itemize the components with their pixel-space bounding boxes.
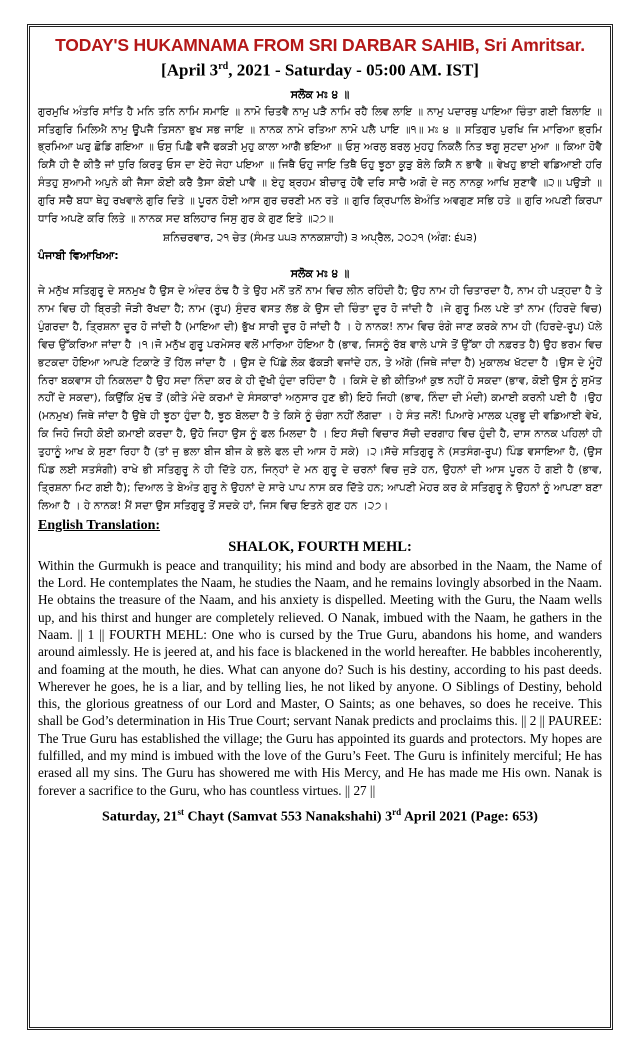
- footer-dateline: [38, 802, 602, 828]
- date-prefix: [April 3: [161, 60, 219, 80]
- footer-sup-2: rd: [392, 806, 402, 817]
- punjabi-dateline: ਸ਼ਨਿਚਰਵਾਰ, ੨੧ ਚੇਤ (ਸੰਮਤ ੫੫੩ ਨਾਨਕਸ਼ਾਹੀ) ੩ ਅਪ੍ਰੈਲ, ੨੦੨੧ (ਅੰਗ: ੬੫੩): [163, 232, 477, 244]
- page-title: TODAY'S HUKAMNAMA FROM SRI DARBAR SAHIB, Sri Amritsar.: [55, 35, 585, 55]
- footer-sup-1: st: [177, 806, 184, 817]
- footer-middle: Chayt (Samvat 553 Nanakshahi) 3: [184, 809, 393, 825]
- english-label: English Translation:: [38, 517, 161, 533]
- punjabi-label: ਪੰਜਾਬੀ ਵਿਆਖਿਆ:: [38, 249, 119, 262]
- date-suffix: , 2021 - Saturday - 05:00 AM. IST]: [228, 60, 479, 80]
- date-subtitle: [38, 56, 602, 82]
- footer-prefix: Saturday, 21: [102, 809, 178, 825]
- punjabi-explanation: ਜੇ ਮਨੁੱਖ ਸਤਿਗੁਰੂ ਦੇ ਸਨਮੁਖ ਹੈ ਉਸ ਦੇ ਅੰਦਰ ਠੰਢ ਹੈ ਤੇ ਉਹ ਮਨੋਂ ਤਨੋਂ ਨਾਮ ਵਿਚ ਲੀਨ ਰਹਿੰਦੀ ਹੈ; ਉਹ ਨਾਮ ਹੀ ਚਿਤਾਰਦਾ ਹੈ, ਨਾਮ ਹੀ ਪੜ੍ਹਦਾ ਹੈ ਤੇ ਨਾਮ ਵਿਚ ਹੀ ਬ੍ਰਿਤੀ ਜੋੜੀ ਰੱਖਦਾ ਹੈ; ਨਾਮ (ਰੂਪ) ਸੁੰਦਰ ਵਸਤ ਲੱਭ ਕੇ ਉਸ ਦੀ ਚਿੰਤਾ ਦੂਰ ਹੋ ਜਾਂਦੀ ਹੈ ।ਜੇ ਗੁਰੂ ਮਿਲ ਪਏ ਤਾਂ ਨਾਮ (ਹਿਰਦੇ ਵਿਚ) ਪੁੰਗਰਦਾ ਹੈ, ਤ੍ਰਿਸ਼ਨਾ ਦੂਰ ਹੋ ਜਾਂਦੀ ਹੈ (ਮਾਇਆ ਦੀ) ਭੁੱਖ ਸਾਰੀ ਦੂਰ ਹੋ ਜਾਂਦੀ ਹੈ । ਹੇ ਨਾਨਕ! ਨਾਮ ਵਿਚ ਰੰਗੇ ਜਾਣ ਕਰਕੇ ਨਾਮ ਹੀ (ਹਿਰਦੇ-ਰੂਪ) ਪੱਲੇ ਵਿਚ ਉੱਕਰਿਆ ਜਾਂਦਾ ਹੈ ।੧।ਜੋ ਮਨੁੱਖ ਗੁਰੂ ਪਰਮੇਸਰ ਵਲੋਂ ਮਾਰਿਆ ਹੋਇਆ ਹੈ (ਭਾਵ, ਜਿਸਨੂੰ ਰੱਬ ਵਾਲੇ ਪਾਸੇ ਤੋਂ ਉੱਕਾ ਹੀ ਨਫ਼ਰਤ ਹੈ) ਉਹ ਭਰਮ ਵਿਚ ਭਟਕਦਾ ਹੋਇਆ ਆਪਣੇ ਟਿਕਾਣੇ ਤੋਂ ਹਿੱਲ ਜਾਂਦਾ ਹੈ । ਉਸ ਦੇ ਪਿੱਛੇ ਲੋਕ ਫੱਕੜੀ ਵਜਾਂਦੇ ਹਨ, ਤੇ ਅੱਗੇ (ਜਿਥੇ ਜਾਂਦਾ ਹੈ) ਮੁਕਾਲਖ ਖੱਟਦਾ ਹੈ ।ਉਸ ਦੇ ਮੂੰਹੋਂ ਨਿਰਾ ਬਕਵਾਸ ਹੀ ਨਿਕਲਦਾ ਹੈ ਉਹ ਸਦਾ ਨਿੰਦਾ ਕਰ ਕੇ ਹੀ ਦੁੱਖੀ ਹੁੰਦਾ ਰਹਿੰਦਾ ਹੈ । ਕਿਸੇ ਦੇ ਭੀ ਕੀਤਿਆਂ ਕੁਝ ਨਹੀਂ ਹੋ ਸਕਦਾ (ਭਾਵ, ਕੋਈ ਉਸ ਨੂੰ ਸੁਮੱਤ ਨਹੀਂ ਦੇ ਸਕਦਾ), ਕਿਉਂਕਿ ਮੁੱਢ ਤੋਂ (ਕੀਤੇ ਮੰਦੇ ਕਰਮਾਂ ਦੇ ਸੰਸਕਾਰਾਂ ਅਨੁਸਾਰ ਹੁਣ ਭੀ) ਇਹੋ ਜਿਹੀ (ਭਾਵ, ਨਿੰਦਾ ਦੀ ਮੰਦੀ) ਕਮਾਈ ਕਰਨੀ ਪਈ ਹੈ ।ਉਹ (ਮਨਮੁਖ) ਜਿਥੇ ਜਾਂਦਾ ਹੈ ਉਥੇ ਹੀ ਝੂਠਾ ਹੁੰਦਾ ਹੈ, ਝੂਠ ਬੋਲਦਾ ਹੈ ਤੇ ਕਿਸੇ ਨੂੰ ਚੰਗਾ ਨਹੀਂ ਲੱਗਦਾ । ਹੇ ਸੰਤ ਜਨੋਂ! ਪਿਆਰੇ ਮਾਲਕ ਪ੍ਰਭੂ ਦੀ ਵਡਿਆਈ ਵੇਖੋ, ਕਿ ਜਿਹੋ ਜਿਹੀ ਕੋਈ ਕਮਾਈ ਕਰਦਾ ਹੈ, ਉਹੋ ਜਿਹਾ ਉਸ ਨੂੰ ਫਲ ਮਿਲਦਾ ਹੈ । ਇਹ ਸੱਚੀ ਵਿਚਾਰ ਸੱਚੀ ਦਰਗਾਹ ਵਿਚ ਹੁੰਦੀ ਹੈ, ਦਾਸ ਨਾਨਕ ਪਹਿਲਾਂ ਹੀ ਤੁਹਾਨੂੰ ਆਖ ਕੇ ਸੁਣਾ ਰਿਹਾ ਹੈ (ਤਾਂ ਜੁ ਭਲਾ ਬੀਜ ਬੀਜ ਕੇ ਭਲੇ ਫਲ ਦੀ ਆਸ ਹੋ ਸਕੇ) ।੨।ਸੱਚੇ ਸਤਿਗੁਰੂ ਨੇ (ਸਤਸੰਗ-ਰੂਪ) ਪਿੰਡ ਵਸਾਇਆ ਹੈ, (ਉਸ ਪਿੰਡ ਲਈ ਸਤਸੰਗੀ) ਰਾਖੇ ਭੀ ਸਤਿਗੁਰੂ ਨੇ ਹੀ ਦਿੱਤੇ ਹਨ, ਜਿਨ੍ਹਾਂ ਦੇ ਮਨ ਗੁਰੂ ਦੇ ਚਰਨਾਂ ਵਿਚ ਜੁੜੇ ਹਨ, ਉਹਨਾਂ ਦੀ ਆਸ ਪੂਰਨ ਹੋ ਗਈ ਹੈ (ਭਾਵ, ਤ੍ਰਿਸ਼ਨਾ ਮਿਟ ਗਈ ਹੈ); ਦਿਆਲ ਤੇ ਬੇਅੰਤ ਗੁਰੂ ਨੇ ਉਹਨਾਂ ਦੇ ਸਾਰੇ ਪਾਪ ਨਾਸ ਕਰ ਦਿੱਤੇ ਹਨ; ਆਪਣੀ ਮੇਹਰ ਕਰ ਕੇ ਸਤਿਗੁਰੂ ਨੇ ਉਹਨਾਂ ਨੂੰ ਆਪਣਾ ਬਣਾ ਲਿਆ ਹੈ । ਹੇ ਨਾਨਕ! ਮੈਂ ਸਦਾ ਉਸ ਸਤਿਗੁਰੂ ਤੋਂ ਸਦਕੇ ਹਾਂ, ਜਿਸ ਵਿਚ ਇਤਨੇ ਗੁਣ ਹਨ ।੨੭।: [38, 285, 602, 512]
- english-heading: SHALOK, FOURTH MEHL:: [228, 538, 412, 555]
- punjabi-heading: ਸਲੋਕ ਮਃ ੪ ॥: [290, 267, 350, 280]
- hukamnama-frame: [27, 24, 613, 1030]
- date-sup: rd: [218, 61, 229, 72]
- english-translation: Within the Gurmukh is peace and tranquility; his mind and body are absorbed in the Naam, the Name of the Lord. He contemplates the Naam, he studies the Naam, and he remains lovingly absorbed in the Naam. He obtains the treasure of the Naam, and his anxiety is dispelled. Meeting with the Guru, the Naam wells up, and his thirst and hunger are completely relieved. O Nanak, imbued with the Naam, he gathers in the Naam. || 1 || FOURTH MEHL: One who is cursed by the True Guru, abandons his home, and wanders around aimlessly. He is jeered at, and his face is blackened in the world hereafter. He babbles incoherently, and foaming at the mouth, he dies. What can anyone do? Such is his destiny, according to his past deeds. Wherever he goes, he is a liar, and by telling lies, he not liked by anyone. O Siblings of Destiny, behold this, the glorious greatness of our Lord and Master, O Saints; as one behaves, so does he receive. This shall be God’s determination in His True Court; servant Nanak predicts and proclaims this. || 2 || PAUREE: The True Guru has established the village; the Guru has appointed its guards and protectors. My hopes are fulfilled, and my mind is imbued with the love of the Guru’s Feet. The Guru is infinitely merciful; He has erased all my sins. The Guru has showered me with His Mercy, and He has made me His own. Nanak is forever a sacrifice to the Guru, who has countless virtues. || 27 ||: [38, 557, 602, 798]
- gurbani-text: ਗੁਰਮੁਖਿ ਅੰਤਰਿ ਸਾਂਤਿ ਹੈ ਮਨਿ ਤਨਿ ਨਾਮਿ ਸਮਾਇ ॥ ਨਾਮੋ ਚਿਤਵੈ ਨਾਮੁ ਪੜੈ ਨਾਮਿ ਰਹੈ ਲਿਵ ਲਾਇ ॥ ਨਾਮੁ ਪਦਾਰਥੁ ਪਾਇਆ ਚਿੰਤਾ ਗਈ ਬਿਲਾਇ ॥ ਸਤਿਗੁਰਿ ਮਿਲਿਐ ਨਾਮੁ ਊਪਜੈ ਤਿਸਨਾ ਭੁਖ ਸਭ ਜਾਇ ॥ ਨਾਨਕ ਨਾਮੇ ਰਤਿਆ ਨਾਮੋ ਪਲੈ ਪਾਇ ॥੧॥ ਮਃ ੪ ॥ ਸਤਿਗੁਰ ਪੁਰਖਿ ਜਿ ਮਾਰਿਆ ਭ੍ਰਮਿ ਭ੍ਰਮਿਆ ਘਰੁ ਛੋਡਿ ਗਇਆ ॥ ਓਸੁ ਪਿਛੈ ਵਜੈ ਫਕੜੀ ਮੁਹੁ ਕਾਲਾ ਆਗੈ ਭਇਆ ॥ ਓਸੁ ਅਰਲੁ ਬਰਲੁ ਮੁਹਹੁ ਨਿਕਲੈ ਨਿਤ ਝਗੂ ਸੁਟਦਾ ਮੁਆ ॥ ਕਿਆ ਹੋਵੈ ਕਿਸੈ ਹੀ ਦੈ ਕੀਤੈ ਜਾਂ ਧੁਰਿ ਕਿਰਤੁ ਓਸ ਦਾ ਏਹੋ ਜੇਹਾ ਪਇਆ ॥ ਜਿਥੈ ਓਹੁ ਜਾਇ ਤਿਥੈ ਓਹੁ ਝੂਠਾ ਕੂੜੁ ਬੋਲੇ ਕਿਸੈ ਨ ਭਾਵੈ ॥ ਵੇਖਹੁ ਭਾਈ ਵਡਿਆਈ ਹਰਿ ਸੰਤਹੁ ਸੁਆਮੀ ਅਪੁਨੇ ਕੀ ਜੈਸਾ ਕੋਈ ਕਰੈ ਤੈਸਾ ਕੋਈ ਪਾਵੈ ॥ ਏਹੁ ਬ੍ਰਹਮ ਬੀਚਾਰੁ ਹੋਵੈ ਦਰਿ ਸਾਚੈ ਅਗੋ ਦੇ ਜਨੁ ਨਾਨਕੁ ਆਖਿ ਸੁਣਾਵੈ ॥੨॥ ਪਉੜੀ ॥ ਗੁਰਿ ਸਚੈ ਬਧਾ ਥੇਹੁ ਰਖਵਾਲੇ ਗੁਰਿ ਦਿਤੇ ॥ ਪੂਰਨ ਹੋਈ ਆਸ ਗੁਰ ਚਰਣੀ ਮਨ ਰਤੇ ॥ ਗੁਰਿ ਕ੍ਰਿਪਾਲਿ ਬੇਅੰਤਿ ਅਵਗੁਣ ਸਭਿ ਹਤੇ ॥ ਗੁਰਿ ਅਪਣੀ ਕਿਰਪਾ ਧਾਰਿ ਅਪਣੇ ਕਰਿ ਲਿਤੇ ॥ ਨਾਨਕ ਸਦ ਬਲਿਹਾਰ ਜਿਸੁ ਗੁਰ ਕੇ ਗੁਣ ਇਤੇ ॥੨੭॥: [38, 105, 602, 226]
- footer-suffix: April 2021 (Page: 653): [401, 809, 538, 825]
- gurbani-heading: ਸਲੋਕ ਮਃ ੪ ॥: [290, 87, 350, 101]
